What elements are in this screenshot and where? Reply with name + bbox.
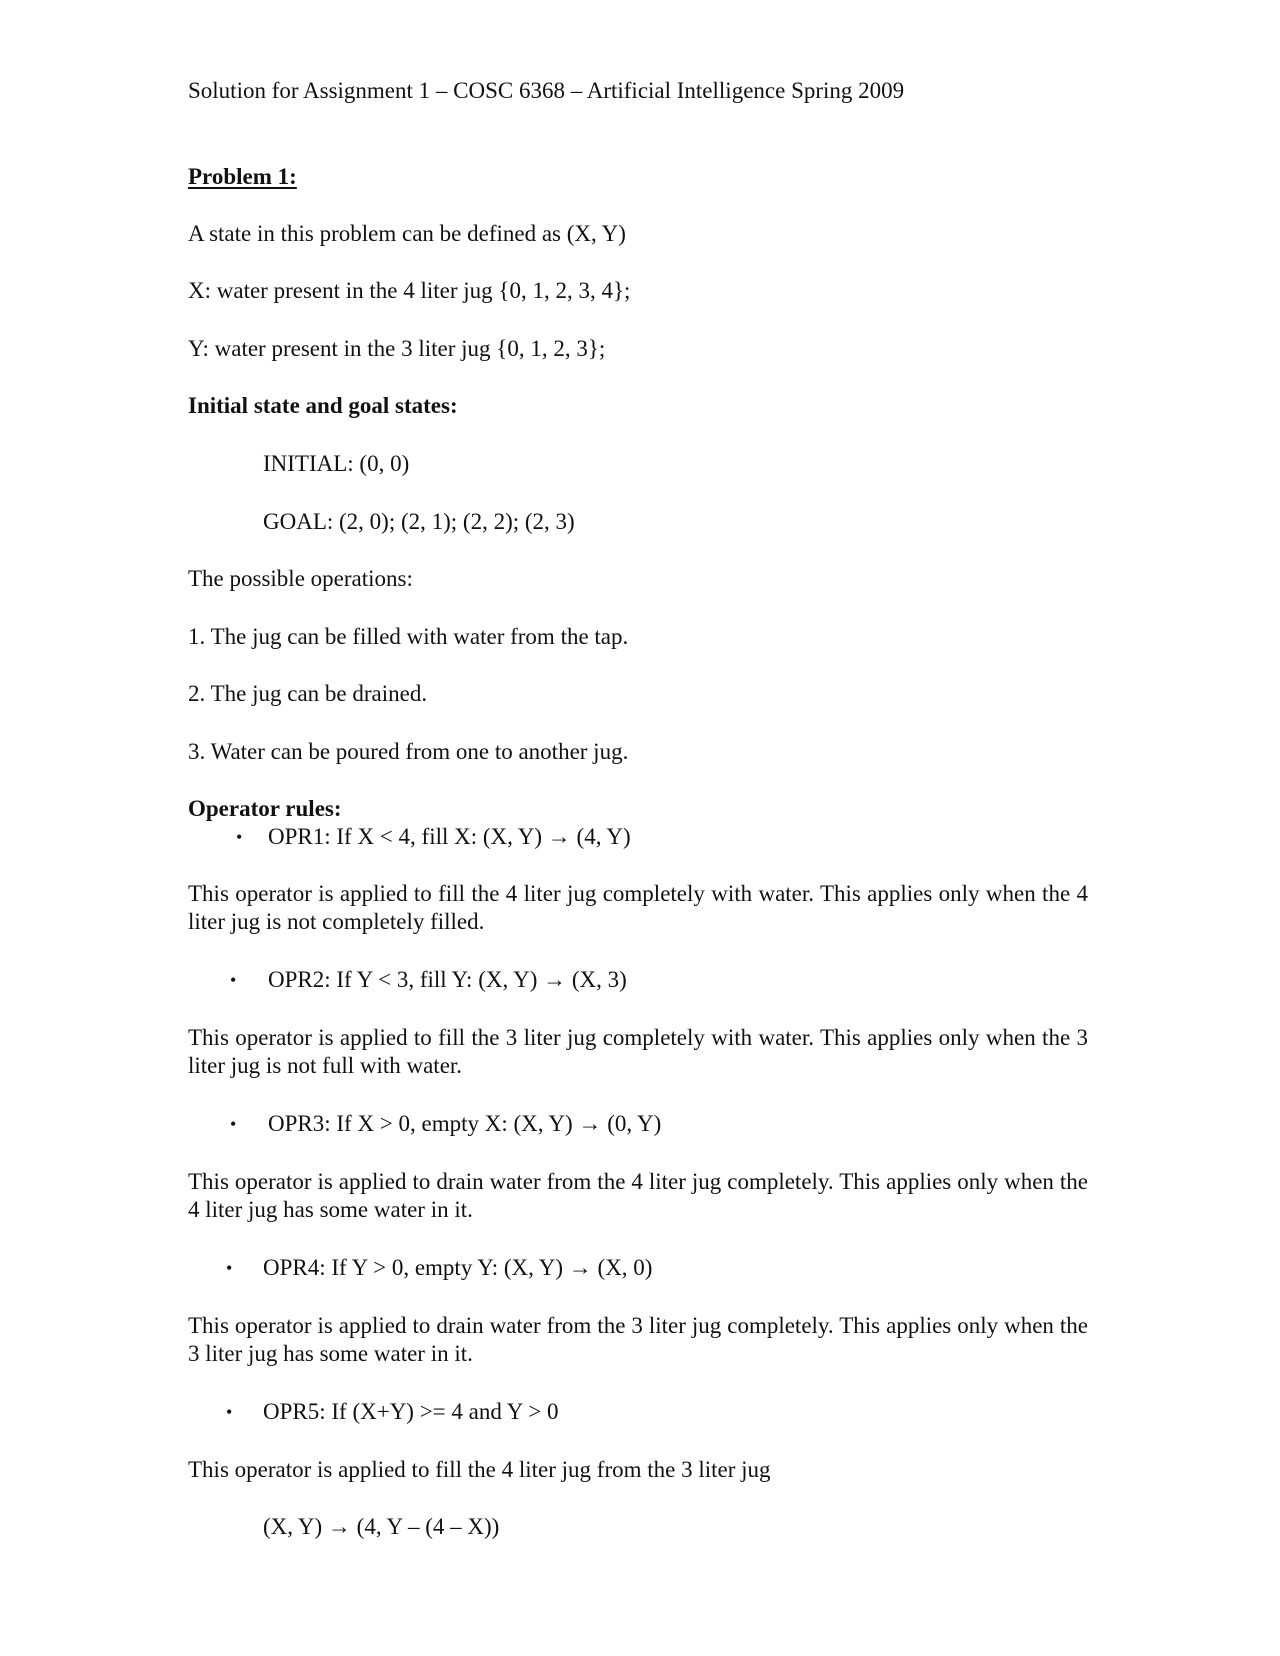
opr5-transition: (X, Y) → (4, Y – (4 – X)) (263, 1514, 500, 1539)
rule-description: This operator is applied to fill the 3 liter jug completely with water. This applies only when the 3 liter jug is not full with water. (188, 1025, 1088, 1078)
rule-description: This operator is applied to drain water from the 4 liter jug completely. This applies only when the 4 liter jug has some water in it. (188, 1169, 1088, 1222)
initial-state: INITIAL: (0, 0) (263, 451, 410, 476)
rule-description: This operator is applied to drain water from the 3 liter jug completely. This applies only when the 3 liter jug has some water in it. (188, 1313, 1088, 1366)
operation-item: 3. Water can be poured from one to another jug. (188, 739, 629, 764)
bullet-icon: • (230, 1114, 237, 1134)
rule-description: This operator is applied to fill the 4 liter jug completely with water. This applies only when the 4 liter jug is not completely filled. (188, 881, 1088, 934)
bullet-icon: • (226, 1402, 233, 1422)
operations-heading: The possible operations: (188, 566, 413, 591)
y-definition: Y: water present in the 3 liter jug {0, 1, 2, 3}; (188, 336, 606, 361)
operation-item: 1. The jug can be filled with water from the tap. (188, 624, 629, 649)
rule-label: OPR2: If Y < 3, fill Y: (X, Y) → (X, 3) (268, 967, 627, 992)
operation-item: 2. The jug can be drained. (188, 681, 428, 706)
bullet-icon: • (230, 970, 237, 990)
bullet-icon: • (226, 1258, 233, 1278)
rule-label: OPR5: If (X+Y) >= 4 and Y > 0 (263, 1399, 559, 1424)
goal-states: GOAL: (2, 0); (2, 1); (2, 2); (2, 3) (263, 509, 575, 534)
states-heading: Initial state and goal states: (188, 393, 458, 418)
bullet-icon: • (236, 827, 243, 847)
rule-label: OPR4: If Y > 0, empty Y: (X, Y) → (X, 0) (263, 1255, 653, 1280)
operator-rules-heading: Operator rules: (188, 796, 342, 821)
state-definition: A state in this problem can be defined as (X, Y) (188, 221, 626, 246)
problem-title: Problem 1: (188, 164, 297, 189)
rule-label: OPR3: If X > 0, empty X: (X, Y) → (0, Y) (268, 1111, 662, 1136)
document-header: Solution for Assignment 1 – COSC 6368 – Artificial Intelligence Spring 2009 (188, 78, 905, 103)
x-definition: X: water present in the 4 liter jug {0, 1, 2, 3, 4}; (188, 278, 631, 303)
rule-description: This operator is applied to fill the 4 liter jug from the 3 liter jug (188, 1457, 771, 1482)
rule-label: OPR1: If X < 4, fill X: (X, Y) → (4, Y) (268, 824, 631, 849)
